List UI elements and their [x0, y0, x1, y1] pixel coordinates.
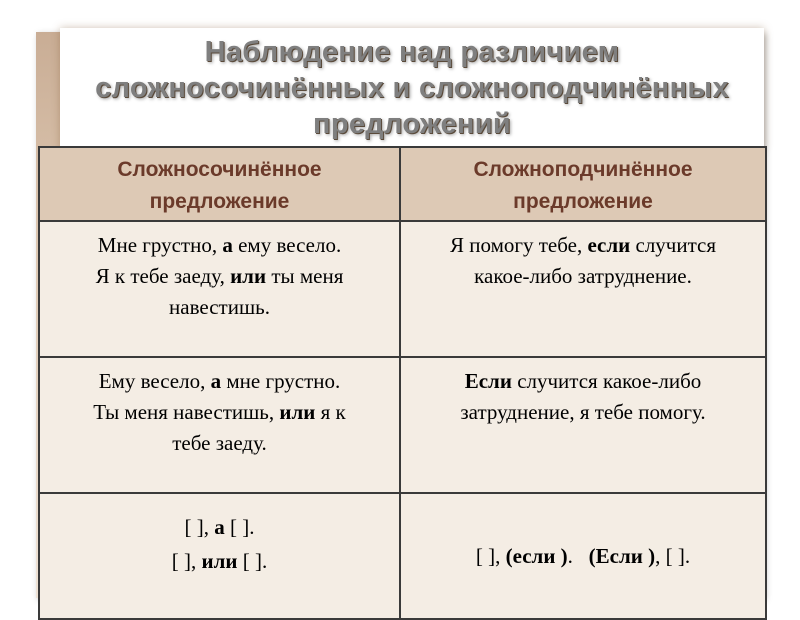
row1-left-line-1: [50, 230, 389, 261]
slide-title: [60, 34, 764, 142]
row2-left-cell: [39, 357, 400, 493]
header-complex-sentence: [400, 147, 766, 221]
text-fragment: Я к тебе заеду,: [95, 264, 231, 288]
text-fragment: Я помогу тебе,: [449, 233, 588, 257]
row1-left-line-2: [50, 261, 389, 292]
text-fragment: Ты меня навестишь,: [93, 400, 280, 424]
title-line-1: Наблюдение над различием: [204, 36, 620, 68]
text-fragment: ему весело.: [232, 233, 342, 257]
text-fragment: , [ ].: [655, 543, 691, 568]
text-fragment: [ ].: [224, 515, 255, 539]
text-fragment: случится какое-либо: [511, 369, 702, 393]
row1-left-cell: [39, 221, 400, 357]
comparison-table: [38, 146, 767, 620]
row2-left-line-2: [50, 397, 389, 428]
header-left-line-1: Сложносочинённое: [117, 158, 322, 181]
conjunction-ili: или: [201, 549, 238, 573]
schema-right-line: [411, 541, 755, 572]
conjunction-esli: Если: [464, 369, 512, 393]
table-header-row: [39, 147, 766, 221]
title-line-2: сложносочинённых и сложноподчинённых: [95, 72, 729, 104]
conjunction-esli: если: [587, 233, 631, 257]
text-fragment: Мне грустно,: [97, 233, 223, 257]
text-fragment: [ ],: [171, 549, 202, 573]
table-row: [39, 221, 766, 357]
row2-right-line-1: [411, 366, 755, 397]
row3-left-schema: [39, 493, 400, 619]
row2-right-cell: [400, 357, 766, 493]
row1-right-line-1: [411, 230, 755, 261]
header-compound-sentence: [39, 147, 400, 221]
row1-right-cell: [400, 221, 766, 357]
text-fragment: [ ],: [184, 515, 215, 539]
text-fragment: .: [567, 543, 589, 568]
schema-left-line-1: [50, 510, 389, 544]
text-fragment: я к: [315, 400, 346, 424]
conjunction-ili: или: [279, 400, 316, 424]
row2-left-line-3: тебе заеду.: [172, 431, 267, 455]
conjunction-a: а: [214, 515, 225, 539]
conjunction-a: а: [222, 233, 233, 257]
row1-right-line-2: какое-либо затруднение.: [474, 264, 692, 288]
text-fragment: мне грустно.: [221, 369, 341, 393]
row3-right-schema: [400, 493, 766, 619]
text-fragment: ты меня: [266, 264, 344, 288]
header-left-line-2: предложение: [149, 190, 290, 213]
conjunction-esli: (если ): [505, 543, 568, 568]
table-row: [39, 493, 766, 619]
text-fragment: случится: [630, 233, 717, 257]
row1-left-line-3: навестишь.: [169, 295, 270, 319]
table-row: [39, 357, 766, 493]
schema-left-line-2: [50, 544, 389, 578]
conjunction-a: а: [210, 369, 222, 393]
header-right-line-2: предложение: [513, 190, 653, 213]
row2-left-line-1: [50, 366, 389, 397]
conjunction-ili: или: [230, 264, 267, 288]
conjunction-esli-capital: (Если ): [588, 543, 656, 568]
row2-right-line-2: затруднение, я тебе помогу.: [460, 400, 706, 424]
header-right-line-1: Сложноподчинённое: [473, 158, 693, 181]
text-fragment: Ему весело,: [98, 369, 211, 393]
title-line-3: предложений: [313, 108, 511, 140]
text-fragment: [ ],: [475, 543, 506, 568]
text-fragment: [ ].: [237, 549, 268, 573]
